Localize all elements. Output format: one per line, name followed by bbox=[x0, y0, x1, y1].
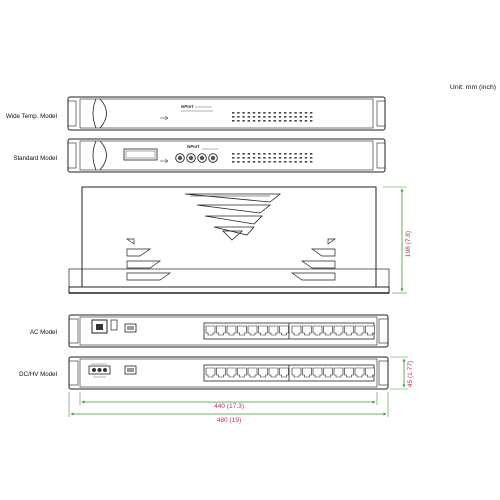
led-indicator bbox=[258, 161, 260, 163]
led-indicator bbox=[310, 161, 312, 163]
led-indicator bbox=[310, 120, 312, 122]
led-indicator bbox=[253, 161, 255, 163]
led-indicator bbox=[263, 161, 265, 163]
led-indicator bbox=[248, 116, 250, 118]
led-indicator bbox=[300, 120, 302, 122]
led-indicator bbox=[237, 116, 239, 118]
led-indicator bbox=[294, 116, 296, 118]
led-indicator bbox=[300, 116, 302, 118]
led-indicator bbox=[274, 161, 276, 163]
led-indicator bbox=[284, 116, 286, 118]
led-indicator bbox=[279, 112, 281, 114]
led-indicator bbox=[232, 112, 234, 114]
led-indicator bbox=[263, 116, 265, 118]
led-indicator bbox=[310, 116, 312, 118]
led-indicator bbox=[253, 120, 255, 122]
label-dchv-model: DC/HV Model bbox=[19, 371, 57, 378]
led-indicator bbox=[274, 116, 276, 118]
led-indicator bbox=[289, 112, 291, 114]
led-indicator bbox=[274, 120, 276, 122]
logo-standard: NPort bbox=[187, 144, 200, 149]
led-indicator bbox=[237, 120, 239, 122]
led-indicator bbox=[253, 157, 255, 159]
depth-dimension bbox=[383, 187, 412, 293]
led-indicator bbox=[284, 120, 286, 122]
unit-note: Unit: mm (inch) bbox=[449, 84, 496, 91]
led-indicator bbox=[263, 112, 265, 114]
led-indicator bbox=[237, 112, 239, 114]
led-indicator bbox=[289, 157, 291, 159]
label-ac-model: AC Model bbox=[29, 329, 57, 336]
led-indicator bbox=[279, 116, 281, 118]
led-indicator bbox=[232, 120, 234, 122]
led-indicator bbox=[248, 120, 250, 122]
led-indicator bbox=[253, 112, 255, 114]
led-indicator bbox=[268, 157, 270, 159]
logo-wide-temp: NPort bbox=[181, 104, 194, 109]
led-indicator bbox=[289, 120, 291, 122]
led-indicator bbox=[305, 161, 307, 163]
depth-label: 198 (7.8) bbox=[405, 230, 412, 258]
led-indicator bbox=[253, 116, 255, 118]
led-indicator bbox=[237, 157, 239, 159]
led-indicator bbox=[232, 161, 234, 163]
led-indicator bbox=[268, 161, 270, 163]
led-indicator bbox=[232, 116, 234, 118]
led-indicator bbox=[294, 120, 296, 122]
standard-front-view bbox=[68, 139, 385, 172]
led-indicator bbox=[289, 116, 291, 118]
overall-width-label: 480 (19) bbox=[216, 417, 242, 424]
power-switch bbox=[111, 320, 117, 330]
led-indicator bbox=[279, 120, 281, 122]
dchv-rear-view bbox=[69, 357, 388, 389]
led-indicator bbox=[300, 161, 302, 163]
led-indicator bbox=[274, 153, 276, 155]
led-indicator bbox=[242, 116, 244, 118]
ac-rear-view bbox=[69, 315, 388, 347]
led-indicator bbox=[284, 153, 286, 155]
led-indicator bbox=[248, 161, 250, 163]
led-indicator bbox=[258, 116, 260, 118]
led-indicator bbox=[300, 112, 302, 114]
led-indicator bbox=[263, 157, 265, 159]
led-indicator bbox=[305, 116, 307, 118]
led-indicator bbox=[242, 153, 244, 155]
led-indicator bbox=[242, 161, 244, 163]
led-indicator bbox=[258, 112, 260, 114]
width-dimensions bbox=[69, 392, 388, 424]
led-indicator bbox=[237, 161, 239, 163]
led-indicator bbox=[263, 120, 265, 122]
inner-width-label: 440 (17.3) bbox=[213, 403, 245, 410]
led-indicator bbox=[305, 112, 307, 114]
led-indicator bbox=[284, 112, 286, 114]
led-indicator bbox=[310, 153, 312, 155]
led-indicator bbox=[268, 112, 270, 114]
led-indicator bbox=[305, 153, 307, 155]
top-view bbox=[69, 187, 389, 293]
led-indicator bbox=[289, 153, 291, 155]
led-indicator bbox=[268, 153, 270, 155]
label-standard-model: Standard Model bbox=[13, 155, 57, 162]
led-indicator bbox=[274, 157, 276, 159]
led-indicator bbox=[305, 120, 307, 122]
led-indicator bbox=[279, 157, 281, 159]
wide-temp-front-view bbox=[68, 97, 385, 130]
led-indicator bbox=[242, 157, 244, 159]
led-indicator bbox=[305, 157, 307, 159]
led-indicator bbox=[300, 153, 302, 155]
led-indicator bbox=[279, 153, 281, 155]
led-indicator bbox=[258, 153, 260, 155]
led-indicator bbox=[284, 161, 286, 163]
led-indicator bbox=[248, 153, 250, 155]
led-indicator bbox=[274, 112, 276, 114]
led-indicator bbox=[258, 120, 260, 122]
led-indicator bbox=[310, 157, 312, 159]
led-indicator bbox=[263, 153, 265, 155]
led-indicator bbox=[300, 157, 302, 159]
height-dimension bbox=[390, 357, 414, 389]
led-indicator bbox=[242, 120, 244, 122]
led-indicator bbox=[268, 120, 270, 122]
led-indicator bbox=[279, 161, 281, 163]
led-indicator bbox=[289, 161, 291, 163]
led-indicator bbox=[253, 153, 255, 155]
led-indicator bbox=[258, 157, 260, 159]
led-indicator bbox=[237, 153, 239, 155]
led-indicator bbox=[294, 157, 296, 159]
led-indicator bbox=[310, 112, 312, 114]
height-label: 45 (1.77) bbox=[407, 360, 414, 388]
led-indicator bbox=[232, 153, 234, 155]
led-indicator bbox=[294, 161, 296, 163]
led-indicator bbox=[284, 157, 286, 159]
lcd-display bbox=[124, 149, 157, 160]
label-wide-temp-model: Wide Temp. Model bbox=[5, 113, 57, 120]
led-indicator bbox=[294, 112, 296, 114]
led-indicator bbox=[248, 112, 250, 114]
led-indicator bbox=[248, 157, 250, 159]
led-indicator bbox=[294, 153, 296, 155]
led-indicator bbox=[242, 112, 244, 114]
led-indicator bbox=[268, 116, 270, 118]
led-indicator bbox=[232, 157, 234, 159]
